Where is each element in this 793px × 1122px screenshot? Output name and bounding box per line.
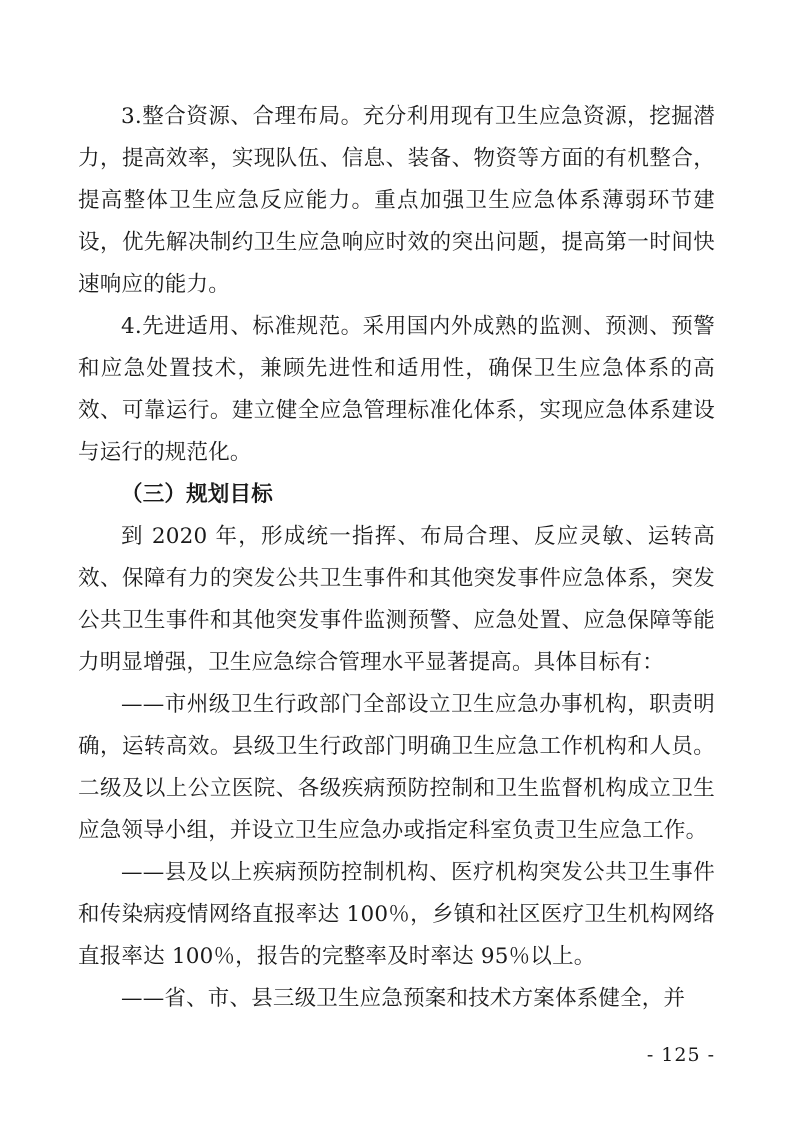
- paragraph-2020-goals: 到 2020 年，形成统一指挥、布局合理、反应灵敏、运转高效、保障有力的突发公共卫生事件和其他突发事件应急体系，突发公共卫生事件和其他突发事件监测预警、应急处置、应急保障等能力明显增强，卫生应急综合管理水平显著提高。具体目标有：: [78, 524, 715, 675]
- paragraph-integrate-resources: 3.整合资源、合理布局。充分利用现有卫生应急资源，挖掘潜力，提高效率，实现队伍、信息、装备、物资等方面的有机整合，提高整体卫生应急反应能力。重点加强卫生应急体系薄弱环节建设，优先解决制约卫生应急响应时效的突出问题，提高第一时间快速响应的能力。: [78, 104, 715, 297]
- section-heading-planning-goals: （三）规划目标: [121, 482, 273, 507]
- page-number-footer: - 125 -: [646, 1044, 715, 1066]
- paragraph-admin-bodies: ——市州级卫生行政部门全部设立卫生应急办事机构，职责明确，运转高效。县级卫生行政部门明确卫生应急工作机构和人员。二级及以上公立医院、各级疾病预防控制和卫生监督机构成立卫生应急领导小组，并设立卫生应急办或指定科室负责卫生应急工作。: [78, 692, 715, 843]
- paragraph-direct-report-rate: ——县及以上疾病预防控制机构、医疗机构突发公共卫生事件和传染病疫情网络直报率达 100％，乡镇和社区医疗卫生机构网络直报率达 100％，报告的完整率及时率达 95％以上。: [78, 860, 715, 969]
- paragraph-advanced-applicable: 4.先进适用、标准规范。采用国内外成熟的监测、预测、预警和应急处置技术，兼顾先进性和适用性，确保卫生应急体系的高效、可靠运行。建立健全应急管理标准化体系，实现应急体系建设与运行的规范化。: [78, 314, 715, 465]
- document-body: [78, 96, 715, 1020]
- paragraph-three-level-plans: ——省、市、县三级卫生应急预案和技术方案体系健全，并: [121, 986, 686, 1011]
